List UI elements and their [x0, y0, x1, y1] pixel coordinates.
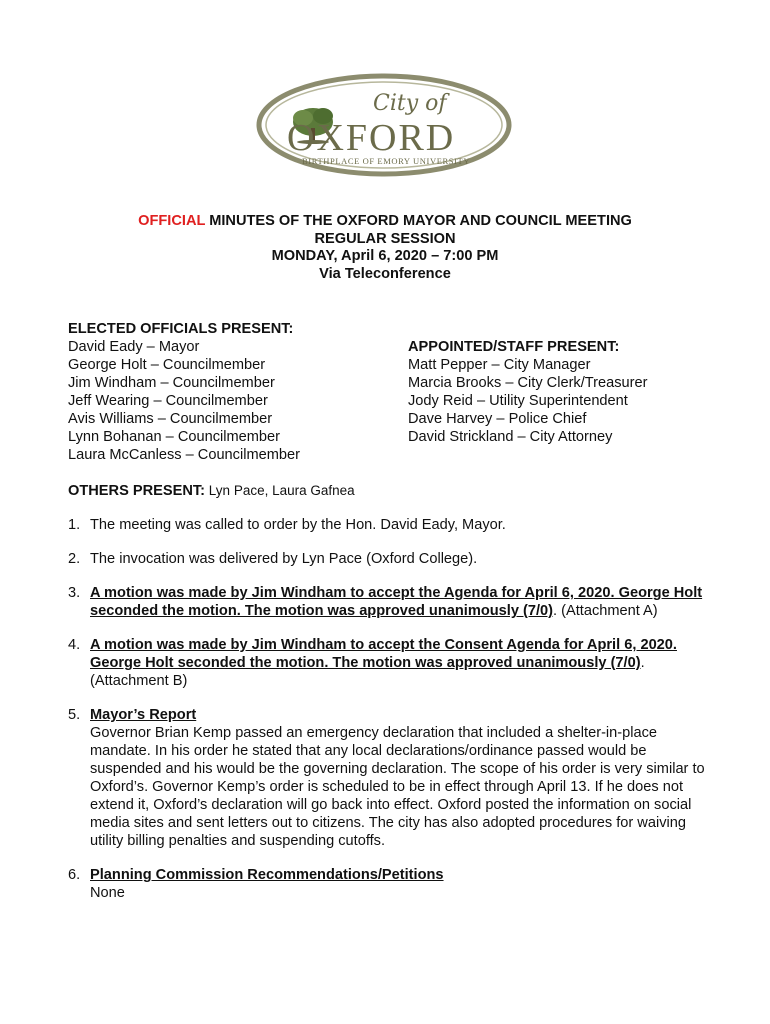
- meeting-venue: Via Teleconference: [319, 265, 451, 282]
- agenda-item: [68, 550, 708, 568]
- elected-member: Lynn Bohanan – Councilmember: [68, 429, 281, 445]
- minutes-title: [0, 213, 770, 231]
- staff-member: David Strickland – City Attorney: [408, 429, 613, 445]
- elected-member: George Holt – Councilmember: [68, 357, 266, 373]
- official-label: OFFICIAL: [138, 213, 206, 229]
- item-number: 5.: [68, 707, 81, 723]
- others-present-label: OTHERS PRESENT:: [68, 483, 206, 499]
- item-attachment: . (Attachment A): [553, 603, 658, 619]
- minutes-title-block: [0, 213, 770, 283]
- agenda-item: [68, 706, 708, 850]
- agenda-items: [68, 516, 708, 918]
- motion-text: A motion was made by Jim Windham to accept the Consent Agenda for April 6, 2020. George Holt seconded the motion. The motion was approved unanimously (7/0): [90, 637, 677, 671]
- staff-member: Matt Pepper – City Manager: [408, 357, 591, 373]
- meeting-date: MONDAY, April 6, 2020 – 7:00 PM: [271, 248, 499, 264]
- elected-member: Avis Williams – Councilmember: [68, 411, 273, 427]
- logo-tagline: BIRTHPLACE OF EMORY UNIVERSITY: [302, 156, 471, 166]
- agenda-item: [68, 584, 708, 620]
- logo-oxford: OXFORD: [287, 117, 456, 159]
- item-text: The invocation was delivered by Lyn Pace (Oxford College).: [90, 551, 478, 567]
- staff-heading: APPOINTED/STAFF PRESENT:: [408, 339, 620, 355]
- elected-member: Jim Windham – Councilmember: [68, 375, 275, 391]
- agenda-item: [68, 636, 708, 690]
- elected-member: David Eady – Mayor: [68, 339, 200, 355]
- item-heading: Mayor’s Report: [90, 707, 197, 723]
- item-text: None: [90, 885, 125, 901]
- staff-member: Dave Harvey – Police Chief: [408, 411, 587, 427]
- item-number: 3.: [68, 585, 81, 601]
- elected-officials-heading: ELECTED OFFICIALS PRESENT:: [68, 321, 294, 337]
- minutes-title-text: MINUTES OF THE OXFORD MAYOR AND COUNCIL MEETING: [205, 213, 632, 229]
- agenda-item: [68, 516, 708, 534]
- elected-officials-section: [68, 320, 388, 464]
- item-attachment: . (Attachment B): [90, 655, 645, 689]
- others-present: [68, 482, 728, 500]
- item-text: Governor Brian Kemp passed an emergency declaration that included a shelter-in-place mandate. In his order he stated that any local declarations/ordinance passed would be suspended and his would be the governing declaration. The scope of his order is very similar to Oxford’s. Governor Kemp’s order is scheduled to be in effect through April 13. If he does not extend it, Oxford’s declaration will go back into effect. Oxford posted the information on social media sites and sent letters out to citizens. The city has also adopted procedures for waiving utility billing penalties and suspending cutoffs.: [90, 725, 705, 849]
- elected-member: Jeff Wearing – Councilmember: [68, 393, 268, 409]
- staff-member: Jody Reid – Utility Superintendent: [408, 393, 628, 409]
- elected-member: Laura McCanless – Councilmember: [68, 447, 300, 463]
- logo-city-of: City of: [373, 91, 447, 116]
- item-heading: Planning Commission Recommendations/Petitions: [90, 867, 444, 883]
- item-number: 2.: [68, 551, 81, 567]
- motion-text: A motion was made by Jim Windham to accept the Agenda for April 6, 2020. George Holt seconded the motion. The motion was approved unanimously (7/0): [90, 585, 703, 619]
- others-present-names: Lyn Pace, Laura Gafnea: [205, 483, 355, 498]
- staff-section: [408, 338, 738, 446]
- agenda-item: [68, 866, 708, 902]
- item-number: 6.: [68, 867, 81, 883]
- item-number: 1.: [68, 517, 81, 533]
- staff-member: Marcia Brooks – City Clerk/Treasurer: [408, 375, 648, 391]
- item-text: The meeting was called to order by the Hon. David Eady, Mayor.: [90, 517, 506, 533]
- session-type: REGULAR SESSION: [314, 230, 456, 247]
- city-of-oxford-logo: [255, 72, 513, 178]
- item-number: 4.: [68, 637, 81, 653]
